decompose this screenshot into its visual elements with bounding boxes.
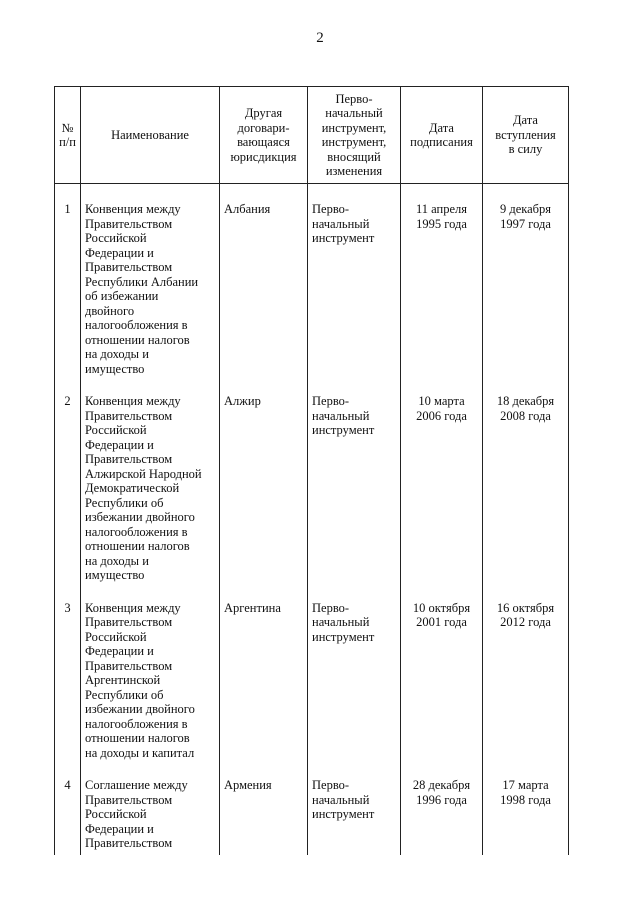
header-entry-into-force-date: Дата вступления в силу: [483, 87, 569, 184]
signing-date: 10 октября 2001 года: [401, 587, 483, 765]
treaty-name: Конвенция между Правительством Российской Федерации и Правительством Республики Албании об избежании двойного налогообложения в отношении налогов на доходы и имущество: [81, 184, 220, 381]
header-name: Наименование: [81, 87, 220, 184]
signing-date: 28 декабря 1996 года: [401, 764, 483, 855]
entry-into-force-date: 18 декабря 2008 года: [483, 380, 569, 587]
entry-into-force-date: 17 марта 1998 года: [483, 764, 569, 855]
table-row: [55, 587, 569, 765]
header-number: № п/п: [55, 87, 81, 184]
jurisdiction: Армения: [220, 764, 308, 855]
entry-into-force-date: 9 декабря 1997 года: [483, 184, 569, 381]
treaty-name: Конвенция между Правительством Российской Федерации и Правительством Аргентинской Республики об избежании двойного налогообложения в отношении налогов на доходы и капитал: [81, 587, 220, 765]
table-row: [55, 184, 569, 381]
jurisdiction: Алжир: [220, 380, 308, 587]
row-number: 4: [55, 764, 81, 855]
jurisdiction: Албания: [220, 184, 308, 381]
header-signing-date: Дата подписания: [401, 87, 483, 184]
header-instrument: Перво- начальный инструмент, инструмент, вносящий изменения: [308, 87, 401, 184]
row-number: 3: [55, 587, 81, 765]
jurisdiction: Аргентина: [220, 587, 308, 765]
table-header-row: [55, 87, 569, 184]
row-number: 1: [55, 184, 81, 381]
row-number: 2: [55, 380, 81, 587]
instrument-type: Перво- начальный инструмент: [308, 587, 401, 765]
header-jurisdiction: Другая договари- вающаяся юрисдикция: [220, 87, 308, 184]
instrument-type: Перво- начальный инструмент: [308, 380, 401, 587]
signing-date: 10 марта 2006 года: [401, 380, 483, 587]
table-row: [55, 764, 569, 855]
treaty-name: Конвенция между Правительством Российской Федерации и Правительством Алжирской Народной Демократической Республики об избежании двойного налогообложения в отношении налогов на доходы и имущество: [81, 380, 220, 587]
entry-into-force-date: 16 октября 2012 года: [483, 587, 569, 765]
treaty-name: Соглашение между Правительством Российской Федерации и Правительством: [81, 764, 220, 855]
instrument-type: Перво- начальный инструмент: [308, 184, 401, 381]
treaty-table: [54, 86, 569, 855]
instrument-type: Перво- начальный инструмент: [308, 764, 401, 855]
table-row: [55, 380, 569, 587]
page-number: 2: [316, 30, 324, 46]
signing-date: 11 апреля 1995 года: [401, 184, 483, 381]
